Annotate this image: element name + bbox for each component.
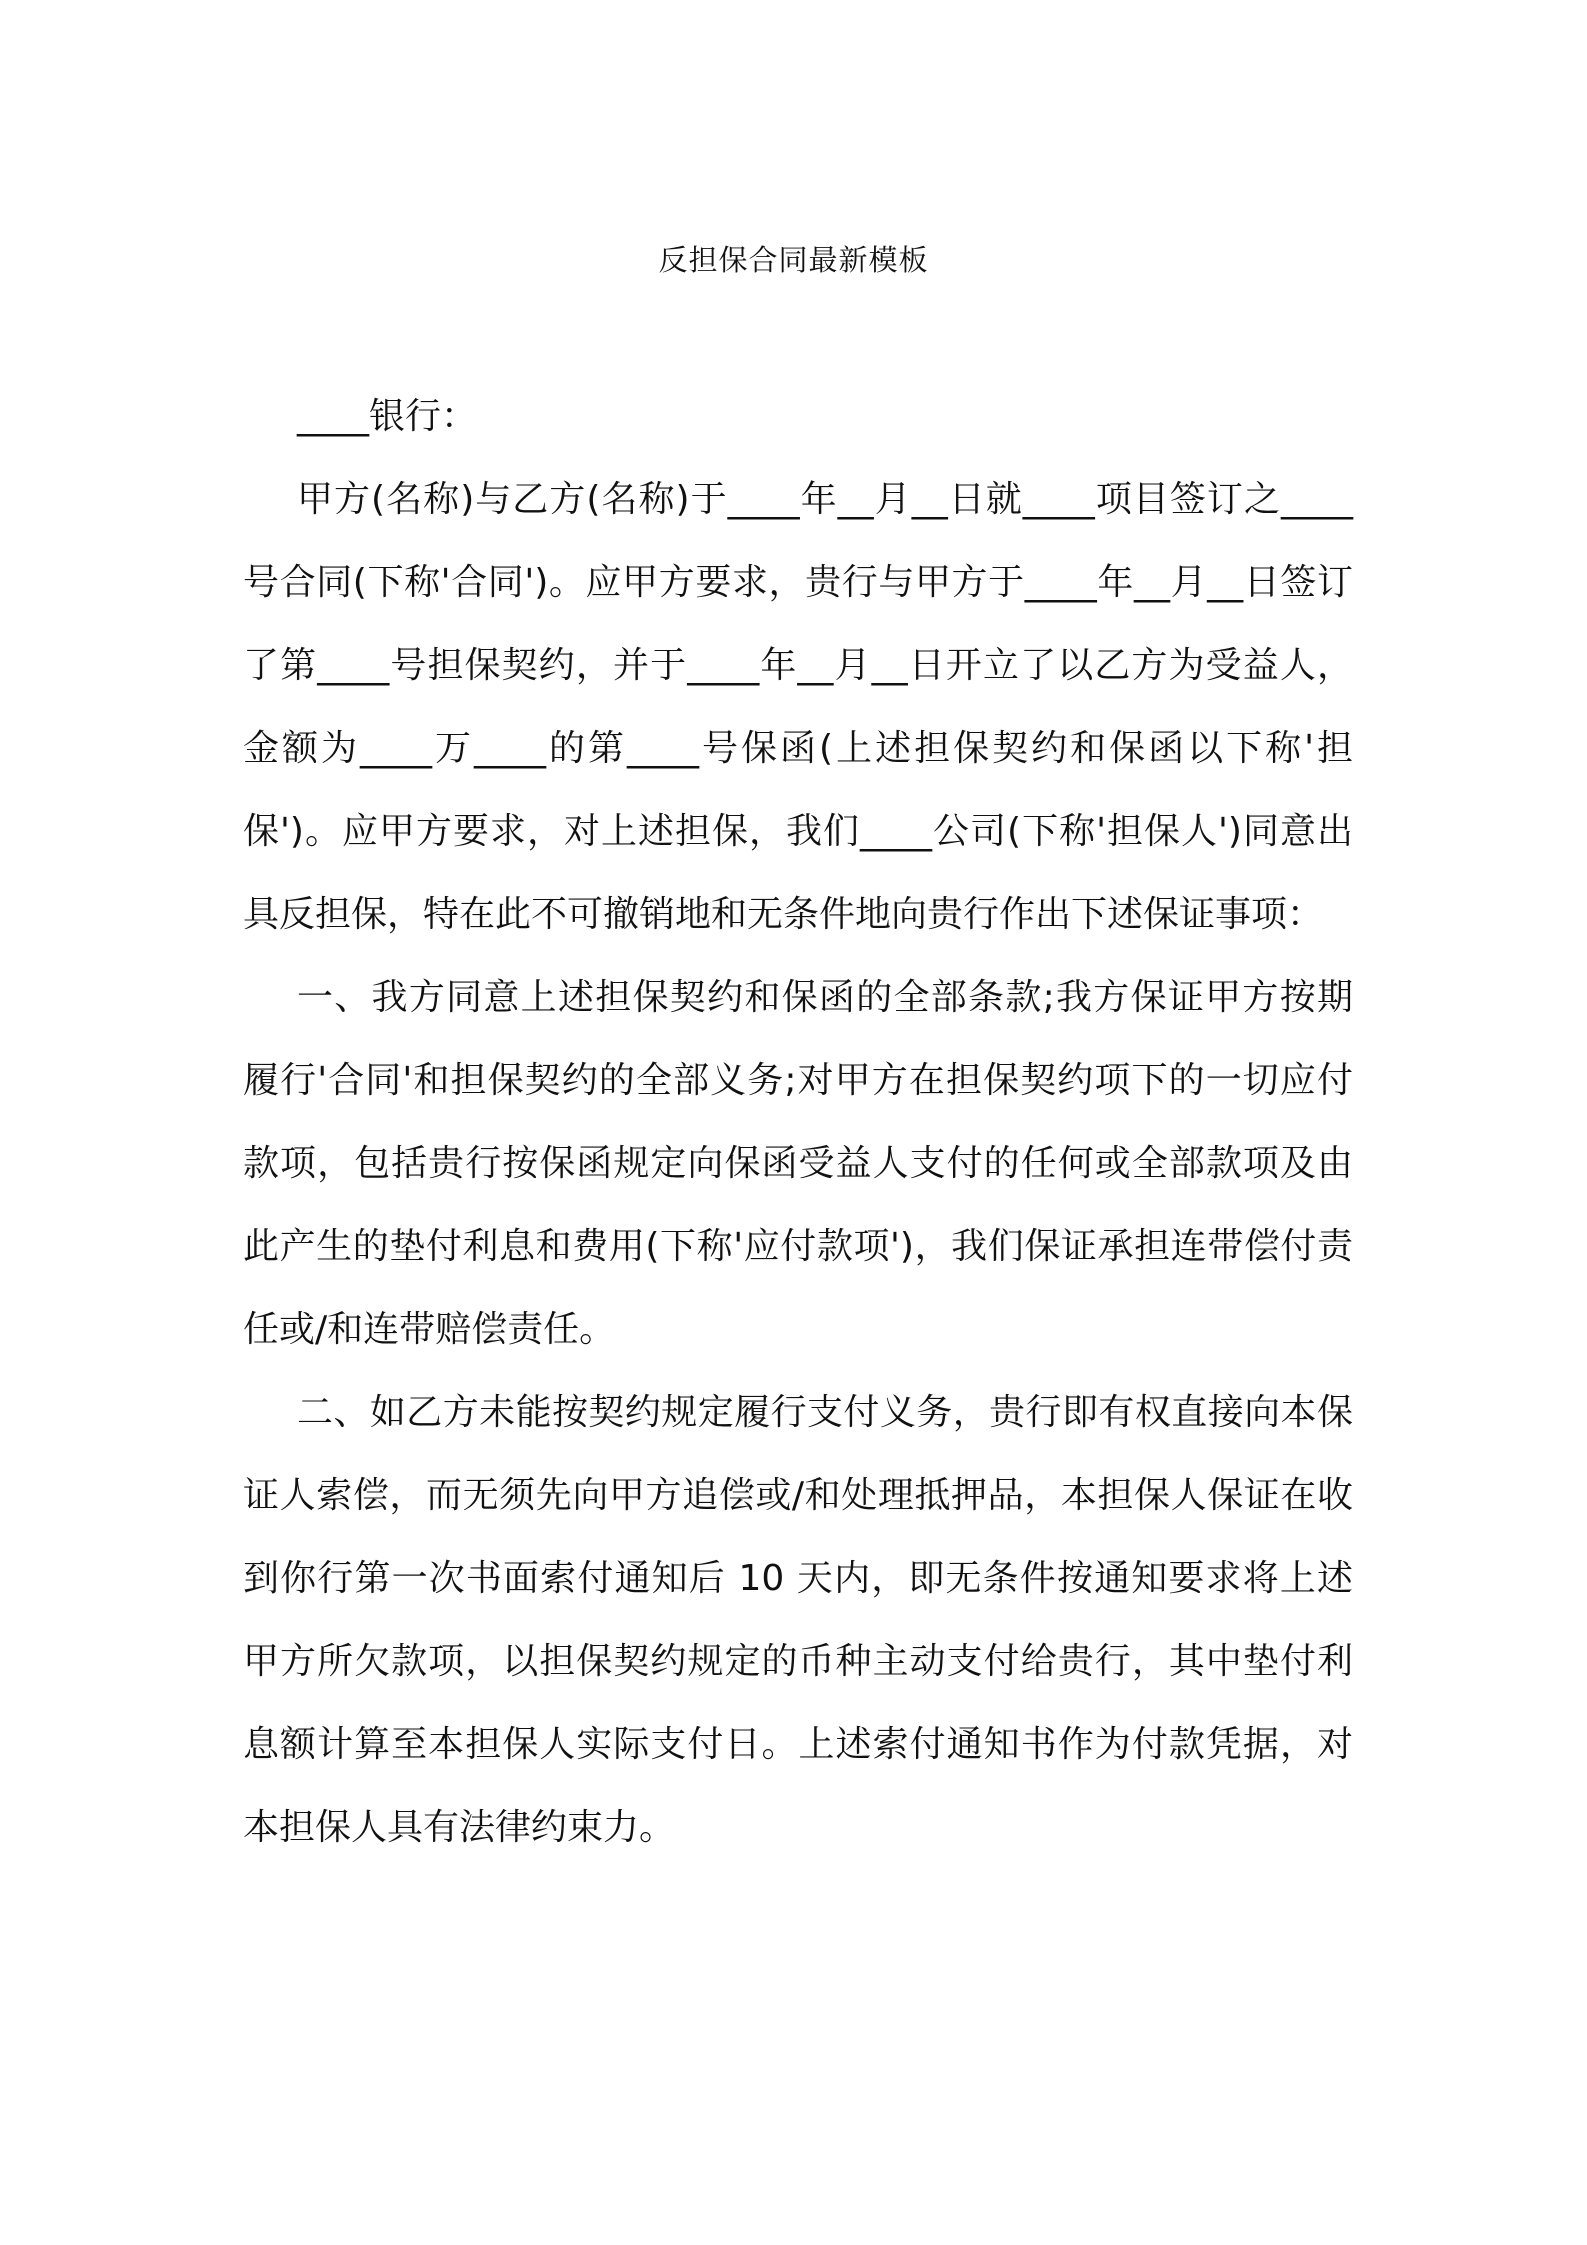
paragraph-preamble: 甲方(名称)与乙方(名称)于____年__月__日就____项目签订之____号合同(下称'合同')。应甲方要求，贵行与甲方于____年__月__日签订了第____号担保契约，并于____年__月__日开立了以乙方为受益人，金额为____万____的第____号保函(上述担保契约和保函以下称'担保')。应甲方要求，对上述担保，我们____公司(下称'担保人')同意出具反担保，特在此不可撤销地和无条件地向贵行作出下述保证事项： bbox=[243, 479, 1353, 935]
document-body bbox=[243, 375, 1353, 1869]
paragraph-clause-1: 一、我方同意上述担保契约和保函的全部条款;我方保证甲方按期履行'合同'和担保契约的全部义务;对甲方在担保契约项下的一切应付款项，包括贵行按保函规定向保函受益人支付的任何或全部款项及由此产生的垫付利息和费用(下称'应付款项')，我们保证承担连带偿付责任或/和连带赔偿责任。 bbox=[243, 977, 1353, 1350]
document-title: 反担保合同最新模板 bbox=[658, 243, 929, 277]
paragraph-clause-2: 二、如乙方未能按契约规定履行支付义务，贵行即有权直接向本保证人索偿，而无须先向甲方追偿或/和处理抵押品，本担保人保证在收到你行第一次书面索付通知后 10 天内，即无条件按通知要求将上述甲方所欠款项，以担保契约规定的币种主动支付给贵行，其中垫付利息额计算至本担保人实际支付日。上述索付通知书作为付款凭据，对本担保人具有法律约束力。 bbox=[243, 1392, 1353, 1848]
salutation: ____银行： bbox=[297, 396, 478, 437]
